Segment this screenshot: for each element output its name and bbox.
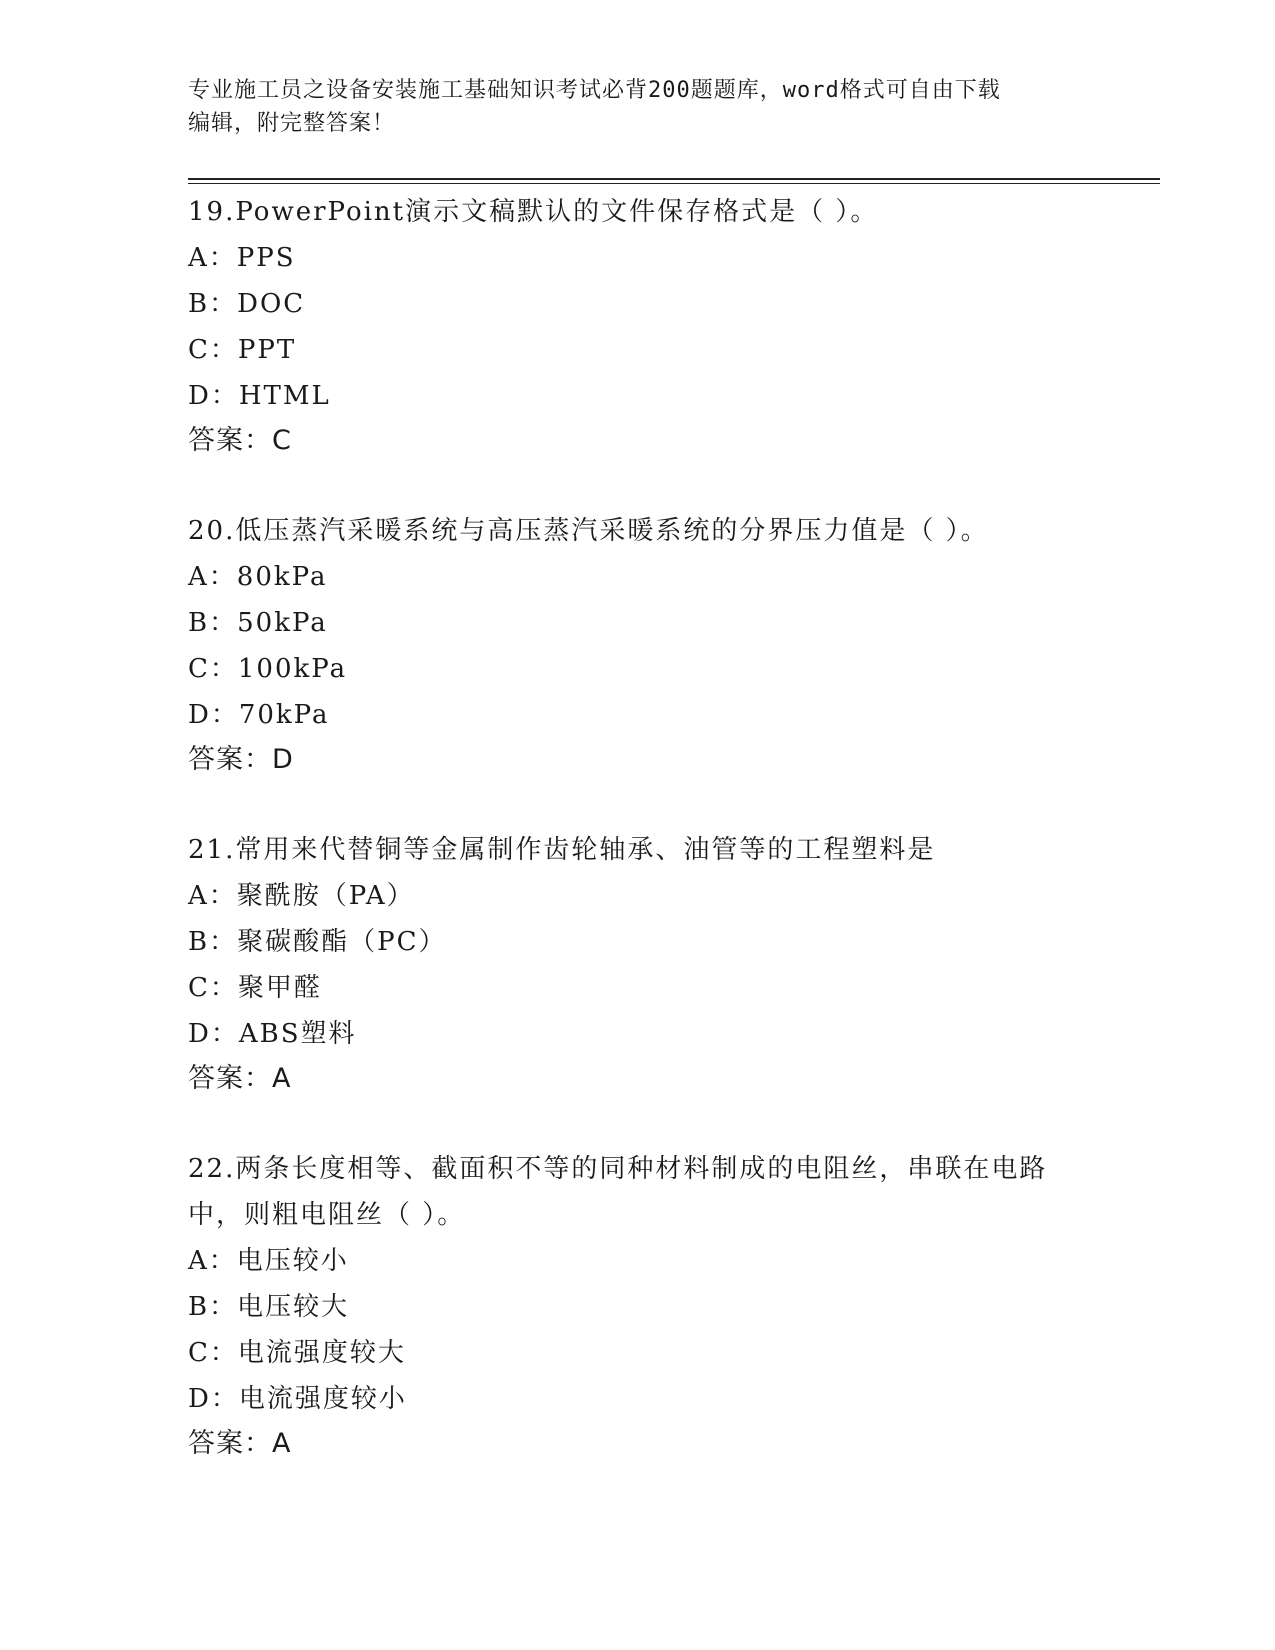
question-stem: 21.常用来代替铜等金属制作齿轮轴承、油管等的工程塑料是 [188, 835, 936, 865]
question-stem: 20.低压蒸汽采暖系统与高压蒸汽采暖系统的分界压力值是（ ）。 [188, 516, 989, 546]
question-stem-line-2: 中，则粗电阻丝（ ）。 [188, 1200, 466, 1230]
option-d: D：HTML [188, 381, 331, 411]
option-a: A：PPS [188, 243, 296, 273]
option-b: B：聚碳酸酯（PC） [188, 927, 447, 957]
question-block [188, 189, 1088, 465]
answer: 答案：D [188, 744, 294, 775]
option-c: C：PPT [188, 335, 297, 365]
header-divider-thin [188, 183, 1160, 184]
answer: 答案：A [188, 1428, 292, 1459]
answer: 答案：C [188, 425, 292, 456]
option-a: A：电压较小 [188, 1246, 349, 1276]
question-block [188, 1146, 1088, 1468]
document-header [188, 74, 1088, 140]
option-d: D：70kPa [188, 700, 330, 730]
option-d: D：ABS塑料 [188, 1019, 357, 1049]
header-divider-thick [188, 178, 1160, 180]
header-line-2: 编辑，附完整答案！ [188, 111, 396, 136]
question-stem: 19.PowerPoint演示文稿默认的文件保存格式是（ ）。 [188, 197, 879, 227]
question-block [188, 827, 1088, 1103]
question-stem-line-1: 22.两条长度相等、截面积不等的同种材料制成的电阻丝，串联在电路 [188, 1154, 1048, 1184]
option-c: C：电流强度较大 [188, 1338, 406, 1368]
option-b: B：DOC [188, 289, 306, 319]
header-line-1: 专业施工员之设备安装施工基础知识考试必背200题题库，word格式可自由下载 [188, 78, 1001, 103]
option-c: C：聚甲醛 [188, 973, 322, 1003]
option-c: C：100kPa [188, 654, 348, 684]
option-d: D：电流强度较小 [188, 1384, 407, 1414]
option-a: A：聚酰胺（PA） [188, 881, 415, 911]
option-b: B：电压较大 [188, 1292, 350, 1322]
question-block [188, 508, 1088, 784]
answer: 答案：A [188, 1063, 292, 1094]
option-a: A：80kPa [188, 562, 328, 592]
option-b: B：50kPa [188, 608, 328, 638]
